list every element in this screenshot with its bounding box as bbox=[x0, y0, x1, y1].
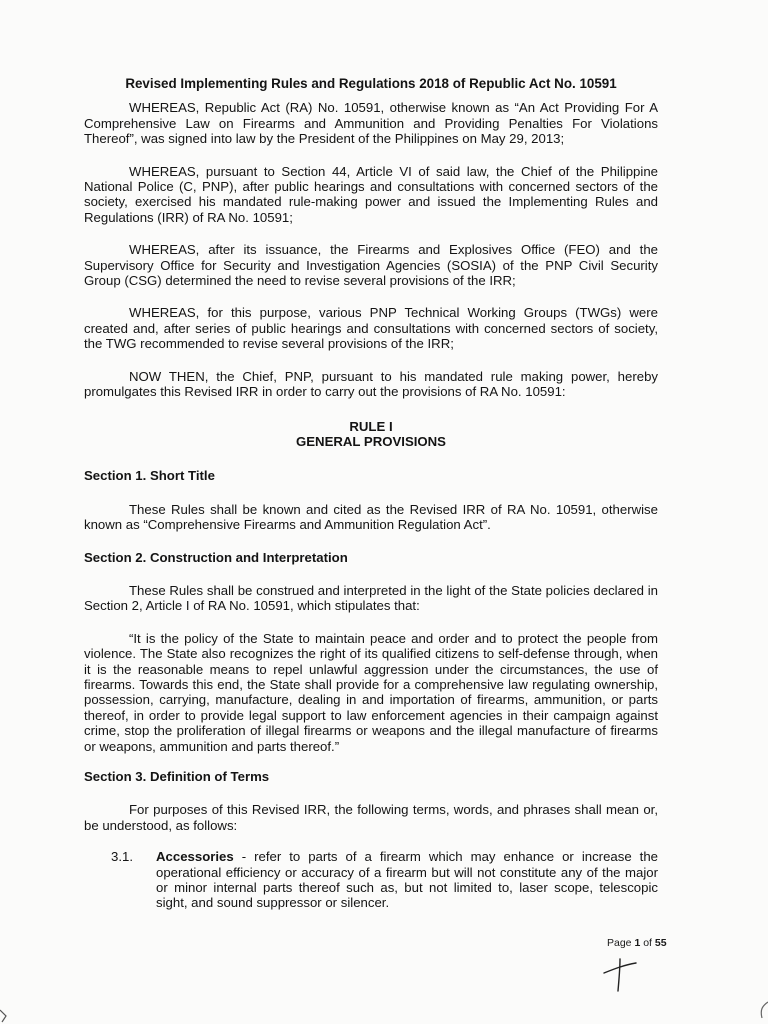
whereas-clause-2: WHEREAS, pursuant to Section 44, Article VI of said law, the Chief of the Philippine National Police (C, PNP), after public hearings and consultations with concerned sectors of the society, exercised his mandated rule-making power and issued the Implementing Rules and Regulations (IRR) of RA No. 10591; bbox=[84, 163, 658, 225]
page-of: of bbox=[640, 937, 655, 949]
definition-item bbox=[111, 849, 658, 911]
handwritten-initials-mark bbox=[600, 955, 640, 995]
whereas-clause-4: WHEREAS, for this purpose, various PNP Technical Working Groups (TWGs) were created and, after series of public hearings and consultations with concerned sectors of society, the TWG recommended to revise several provisions of the IRR; bbox=[84, 305, 658, 352]
page-current: 1 bbox=[634, 937, 641, 949]
scan-edge-mark bbox=[0, 1008, 10, 1024]
definition-body bbox=[156, 849, 658, 911]
document-body bbox=[84, 76, 658, 911]
section-1-heading: Section 1. Short Title bbox=[84, 468, 215, 484]
rule-heading bbox=[84, 419, 658, 450]
now-then-clause: NOW THEN, the Chief, PNP, pursuant to his mandated rule making power, hereby promulgates this Revised IRR in order to carry out the provisions of RA No. 10591: bbox=[84, 368, 658, 400]
definition-number: 3.1. bbox=[111, 849, 133, 865]
section-3-heading: Section 3. Definition of Terms bbox=[84, 769, 270, 784]
rule-number: RULE I bbox=[349, 418, 393, 434]
definition-term: Accessories bbox=[156, 849, 234, 865]
page-number bbox=[607, 936, 667, 951]
rule-title: GENERAL PROVISIONS bbox=[296, 433, 446, 449]
whereas-clause-3: WHEREAS, after its issuance, the Firearms and Explosives Office (FEO) and the Supervisory Office for Security and Investigation Agencies (SOSIA) of the PNP Civil Security Group (CSG) determined the need to revise several provisions of the IRR; bbox=[84, 242, 658, 289]
document-title: Revised Implementing Rules and Regulations 2018 of Republic Act No. 10591 bbox=[125, 76, 617, 91]
section-3-body: For purposes of this Revised IRR, the following terms, words, and phrases shall mean or, be understood, as follows: bbox=[84, 802, 658, 833]
scan-edge-mark bbox=[756, 1000, 768, 1020]
policy-quote: “It is the policy of the State to maintain peace and order and to protect the people from violence. The State also recognizes the right of its qualified citizens to self-defense through, when it is the reasonable means to repel unlawful aggression under the circumstances, the use of firearms. Towards this end, the State shall provide for a comprehensive law regulating ownership, possession, carrying, manufacture, dealing in and importation of firearms, ammunition, or parts thereof, in order to provide legal support to law enforcement agencies in their campaign against crime, stop the proliferation of illegal firearms or weapons and the illegal manufacture of firearms or weapons, ammunition and parts thereof.” bbox=[84, 630, 658, 754]
page-prefix: Page bbox=[607, 937, 635, 949]
section-1-body: These Rules shall be known and cited as the Revised IRR of RA No. 10591, otherwise known as “Comprehensive Firearms and Ammunition Regulation Act”. bbox=[84, 501, 658, 533]
section-2-body: These Rules shall be construed and interpreted in the light of the State policies declared in Section 2, Article I of RA No. 10591, which stipulates that: bbox=[84, 582, 658, 614]
whereas-clause-1: WHEREAS, Republic Act (RA) No. 10591, otherwise known as “An Act Providing For A Comprehensive Law on Firearms and Ammunition and Providing Penalties For Violations Thereof”, was signed into law by the President of the Philippines on May 29, 2013; bbox=[84, 100, 658, 147]
definition-text: - refer to parts of a firearm which may enhance or increase the operational efficiency or accuracy of a firearm but will not constitute any of the major or minor internal parts thereof such as, but not limited to, laser scope, telescopic sight, and sound suppressor or silencer. bbox=[156, 849, 658, 911]
section-2-heading: Section 2. Construction and Interpretation bbox=[84, 549, 348, 565]
page-total: 55 bbox=[654, 937, 667, 949]
